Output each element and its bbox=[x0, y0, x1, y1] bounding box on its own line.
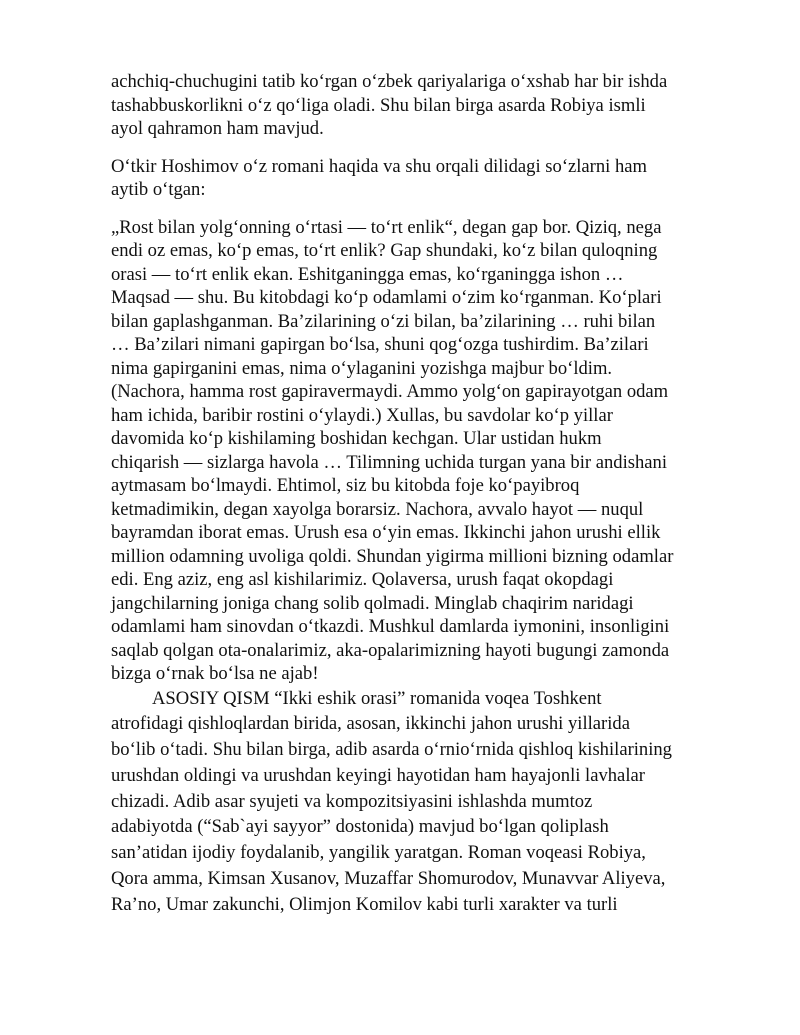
paragraph-author-quote: „Rost bilan yolg‘onning o‘rtasi — to‘rt enlik“, degan gap bor. Qiziq, nega endi oz emas, ko‘p emas, to‘rt enlik? Gap shundaki, ko‘z bilan quloqning orasi — to‘rt enlik ekan. Eshitganingga emas, ko‘rganingga ishon … Maqsad — shu. Bu kitobdagi ko‘p odamlami o‘zim ko‘rganman. Ko‘plari bilan gaplashganman. Ba’zilarining o‘zi bilan, ba’zilarining … ruhi bilan … Ba’zilari nimani gapirgan bo‘lsa, shuni qog‘ozga tushirdim. Ba’zilari nima gapirganini emas, nima o‘ylaganini yozishga majbur bo‘ldim. (Nachora, hamma rost gapiravermaydi. Ammo yolg‘on gapirayotgan odam ham ichida, baribir rostini o‘ylaydi.) Xullas, bu savdolar ko‘p yillar davomida ko‘p kishilaming boshidan kechgan. Ular ustidan hukm chiqarish — sizlarga havola … Tilimning uchida turgan yana bir andishani aytmasam bo‘lmaydi. Ehtimol, siz bu kitobda foje ko‘payibroq ketmadimikin, degan xayolga borarsiz. Nachora, avvalo hayot — nuqul bayramdan iborat emas. Urush esa o‘yin emas. Ikkinchi jahon urushi ellik million odamning uvoliga qoldi. Shundan yigirma millioni bizning odamlar edi. Eng aziz, eng asl kishilarimiz. Qolaversa, urush faqat okopdagi jangchilarning joniga chang solib qolmadi. Minglab chaqirim naridagi odamlami ham sinovdan o‘tkazdi. Mushkul damlarda iymonini, insonligini saqlab qolgan ota-onalarimiz, aka-opalarimizning hayoti bugungi zamonda bizga o‘rnak bo‘lsa ne ajab! bbox=[111, 216, 674, 684]
paragraph-main-part: ASOSIY QISM “Ikki eshik orasi” romanida voqea Toshkent atrofidagi qishloqlardan birida, asosan, ikkinchi jahon urushi yillarida bo‘lib o‘tadi. Shu bilan birga, adib asarda o‘rnio‘rnida qishloq kishilarining urushdan oldingi va urushdan keyingi hayotidan ham hayajonli lavhalar chizadi. Adib asar syujeti va kompozitsiyasini ishlashda mumtoz adabiyotda (“Sab`ayi sayyor” dostonida) mavjud bo‘lgan qoliplash san’atidan ijodiy foydalanib, yangilik yaratgan. Roman voqeasi Robiya, Qora amma, Kimsan Xusanov, Muzaffar Shomurodov, Munavvar Aliyeva, Ra’no, Umar zakunchi, Olimjon Komilov kabi turli xarakter va turli bbox=[111, 687, 672, 915]
document-page bbox=[111, 70, 721, 918]
paragraph-author-statement-lead: O‘tkir Hoshimov o‘z romani haqida va shu orqali dilidagi so‘zlarni ham aytib o‘tgan: bbox=[111, 155, 647, 200]
paragraph-intro-continuation: achchiq-chuchugini tatib ko‘rgan o‘zbek qariyalariga o‘xshab har bir ishda tashabbuskorlikni o‘z qo‘liga oladi. Shu bilan birga asarda Robiya ismli ayol qahramon ham mavjud. bbox=[111, 71, 668, 139]
